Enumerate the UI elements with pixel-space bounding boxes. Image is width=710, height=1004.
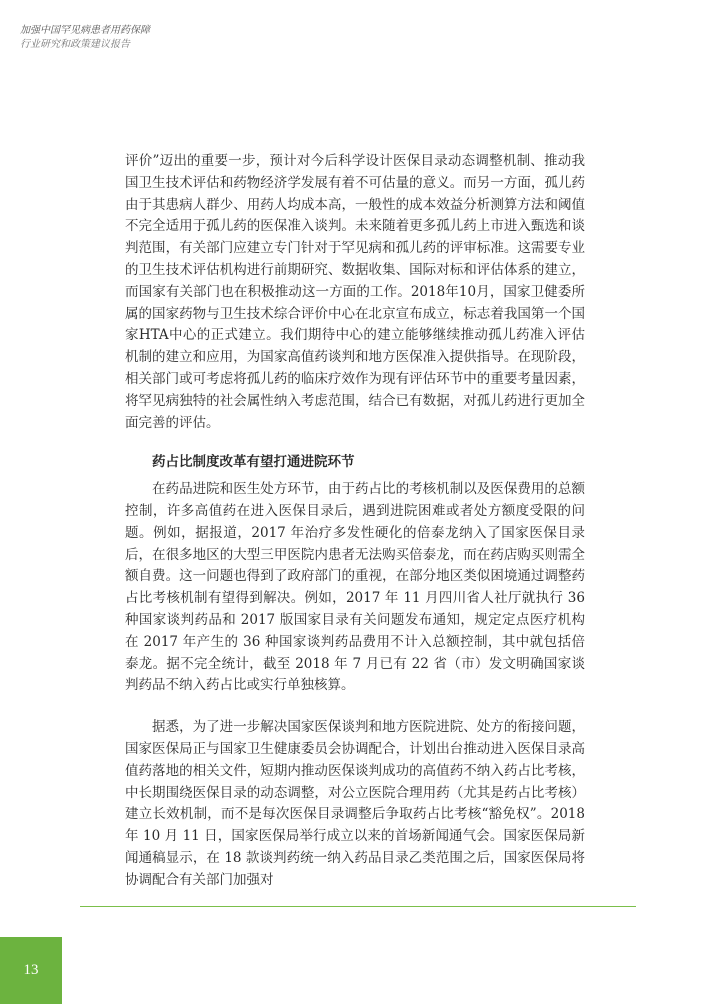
report-subtitle: 行业研究和政策建议报告 [20,39,130,50]
footer-rule [80,906,636,907]
body-paragraph-1: 评价”迈出的重要一步，预计对今后科学设计医保目录动态调整机制、推动我国卫生技术评估和药物经济学发展有着不可估量的意义。而另一方面，孤儿药由于其患病人群少、用药人均成本高，一般性的成本效益分析测算方法和阈值不完全适用于孤儿药的医保准入谈判。未来随着更多孤儿药上市进入甄选和谈判范围，有关部门应建立专门针对于罕见病和孤儿药的评审标准。这需要专业的卫生技术评估机构进行前期研究、数据收集、国际对标和评估体系的建立，而国家有关部门也在积极推动这一方面的工作。2018年10月，国家卫健委所属的国家药物与卫生技术综合评价中心在北京宣布成立，标志着我国第一个国家HTA中心的正式建立。我们期待中心的建立能够继续推动孤儿药准入评估机制的建立和应用，为国家高值药谈判和地方医保准入提供指导。在现阶段，相关部门或可考虑将孤儿药的临床疗效作为现有评估环节中的重要考量因素，将罕见病独特的社会属性纳入考虑范围，结合已有数据，对孤儿药进行更加全面完善的评估。 [125,153,585,431]
body-paragraph-2: 在药品进院和医生处方环节，由于药占比的考核机制以及医保费用的总额控制，许多高值药在进入医保目录后，遇到进院困难或者处方额度受限的问题。例如，据报道，2017 年治疗多发性硬化的倍泰龙纳入了国家医保目录后，在很多地区的大型三甲医院内患者无法购买倍泰龙，而在药店购买则需全额自费。这一问题也得到了政府部门的重视，在部分地区类似困境通过调整药占比考核机制有望得到解决。例如，2017 年 11 月四川省人社厅就执行 36 种国家谈判药品和 2017 版国家目录有关问题发布通知，规定定点医疗机构在 2017 年产生的 36 种国家谈判药品费用不计入总额控制，其中就包括倍泰龙。据不完全统计，截至 2018 年 7 月已有 22 省（市）发文明确国家谈判药品不纳入药占比或实行单独核算。 [125,481,585,694]
page-number: 13 [23,962,39,978]
main-content [125,151,585,892]
paragraph-gap [125,697,585,717]
running-header [20,24,150,52]
section-heading: 药占比制度改革有望打通进院环节 [152,454,355,471]
body-paragraph-3: 据悉，为了进一步解决国家医保谈判和地方医院进院、处方的衔接问题，国家医保局正与国家卫生健康委员会协调配合，计划出台推动进入医保目录高值药落地的相关文件，短期内推动医保谈判成功的高值药不纳入药占比考核，中长期围绕医保目录的动态调整，对公立医院合理用药（尤其是药占比考核）建立长效机制，而不是每次医保目录调整后争取药占比考核“豁免权”。2018 年 10 月 11 日，国家医保局举行成立以来的首场新闻通气会。国家医保局新闻通稿显示，在 18 款谈判药统一纳入药品目录乙类范围之后，国家医保局将协调配合有关部门加强对 [125,719,585,888]
page-number-box [0,937,62,1004]
report-title: 加强中国罕见病患者用药保障 [20,25,150,36]
